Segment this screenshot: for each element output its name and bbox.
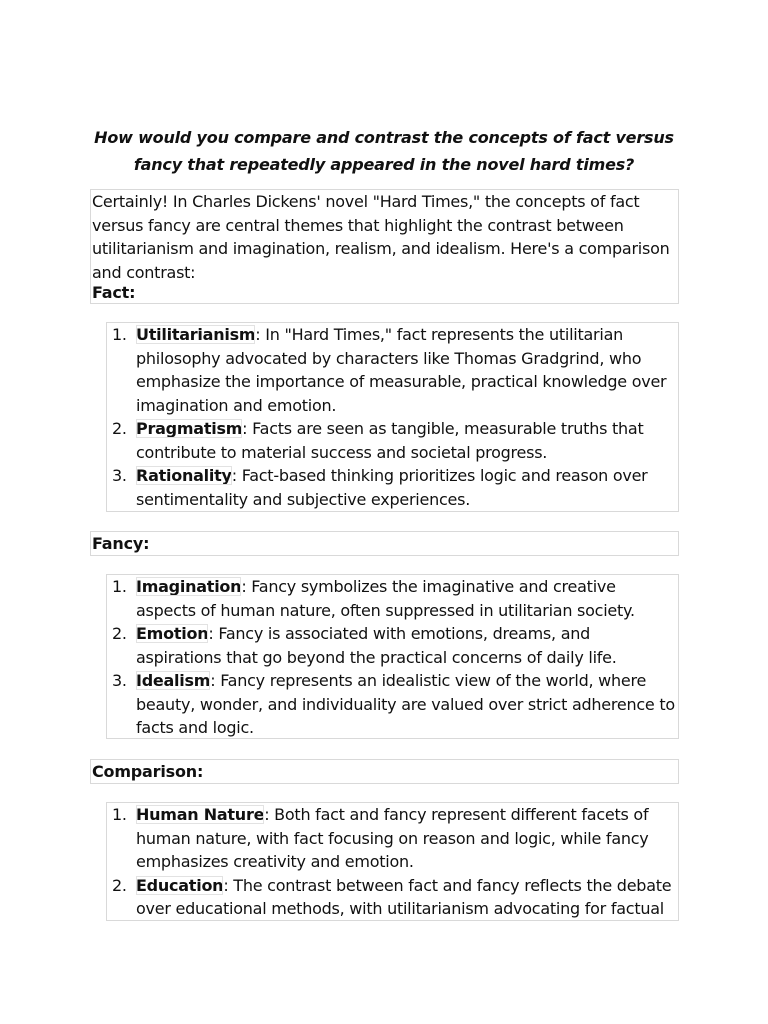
fancy-list: [106, 574, 679, 739]
list-number: 2.: [112, 419, 127, 438]
list-term: Pragmatism: [136, 419, 243, 438]
list-item: [107, 464, 678, 511]
list-term: Imagination: [136, 577, 242, 596]
list-term: Human Nature: [136, 805, 265, 824]
list-item: [107, 575, 678, 622]
comparison-list: [106, 802, 679, 921]
list-number: 1.: [112, 325, 127, 344]
list-term: Idealism: [136, 671, 211, 690]
fact-heading: Fact:: [92, 283, 136, 302]
list-number: 2.: [112, 624, 127, 643]
list-number: 2.: [112, 875, 127, 895]
list-text: : Fancy symbolizes the imaginative and creative aspects of human nature, often suppressed in utilitarian society.: [136, 577, 635, 620]
list-text: : Fact-based thinking prioritizes logic and reason over sentimentality and subjective experiences.: [136, 466, 648, 509]
list-text: : The contrast between fact and fancy reflects the debate over educational methods, with utilitarianism advocating for factual: [136, 875, 672, 918]
comparison-heading: Comparison:: [92, 762, 204, 781]
question-heading: How would you compare and contrast the concepts of fact versus fancy that repeatedly appeared in the novel hard times?: [94, 128, 674, 174]
list-item: [107, 622, 678, 669]
list-number: 3.: [112, 466, 127, 485]
list-text: : In "Hard Times," fact represents the utilitarian philosophy advocated by characters like Thomas Gradgrind, who emphasize the importance of measurable, practical knowledge over imagination and emotion.: [136, 325, 667, 415]
list-number: 1.: [112, 577, 127, 596]
list-text: : Facts are seen as tangible, measurable truths that contribute to material success and societal progress.: [136, 419, 644, 462]
list-term: Rationality: [136, 466, 232, 485]
intro-paragraph: Certainly! In Charles Dickens' novel "Hard Times," the concepts of fact versus fancy are central themes that highlight the contrast between utilitarianism and imagination, realism, and idealism. Here's a comparison and contrast:: [92, 192, 670, 282]
fancy-heading: Fancy:: [92, 534, 150, 553]
list-number: 1.: [112, 805, 127, 824]
list-text: : Fancy represents an idealistic view of the world, where beauty, wonder, and individuality are valued over strict adherence to facts and logic.: [136, 671, 675, 737]
list-item: [107, 669, 678, 740]
list-text: : Fancy is associated with emotions, dreams, and aspirations that go beyond the practical concerns of daily life.: [136, 624, 617, 667]
list-term: Utilitarianism: [136, 325, 256, 344]
intro-block: [90, 189, 679, 304]
list-text: : Both fact and fancy represent different facets of human nature, with fact focusing on reason and logic, while fancy emphasizes creativity and emotion.: [136, 805, 649, 871]
list-item: [107, 803, 678, 874]
list-term: Emotion: [136, 624, 209, 643]
list-item: [107, 417, 678, 464]
comparison-heading-block: [90, 759, 679, 784]
fact-list: [106, 322, 679, 512]
list-item: [107, 874, 678, 921]
list-term: Education: [136, 875, 224, 895]
list-item: [107, 323, 678, 417]
fancy-heading-block: [90, 531, 679, 556]
list-number: 3.: [112, 671, 127, 690]
